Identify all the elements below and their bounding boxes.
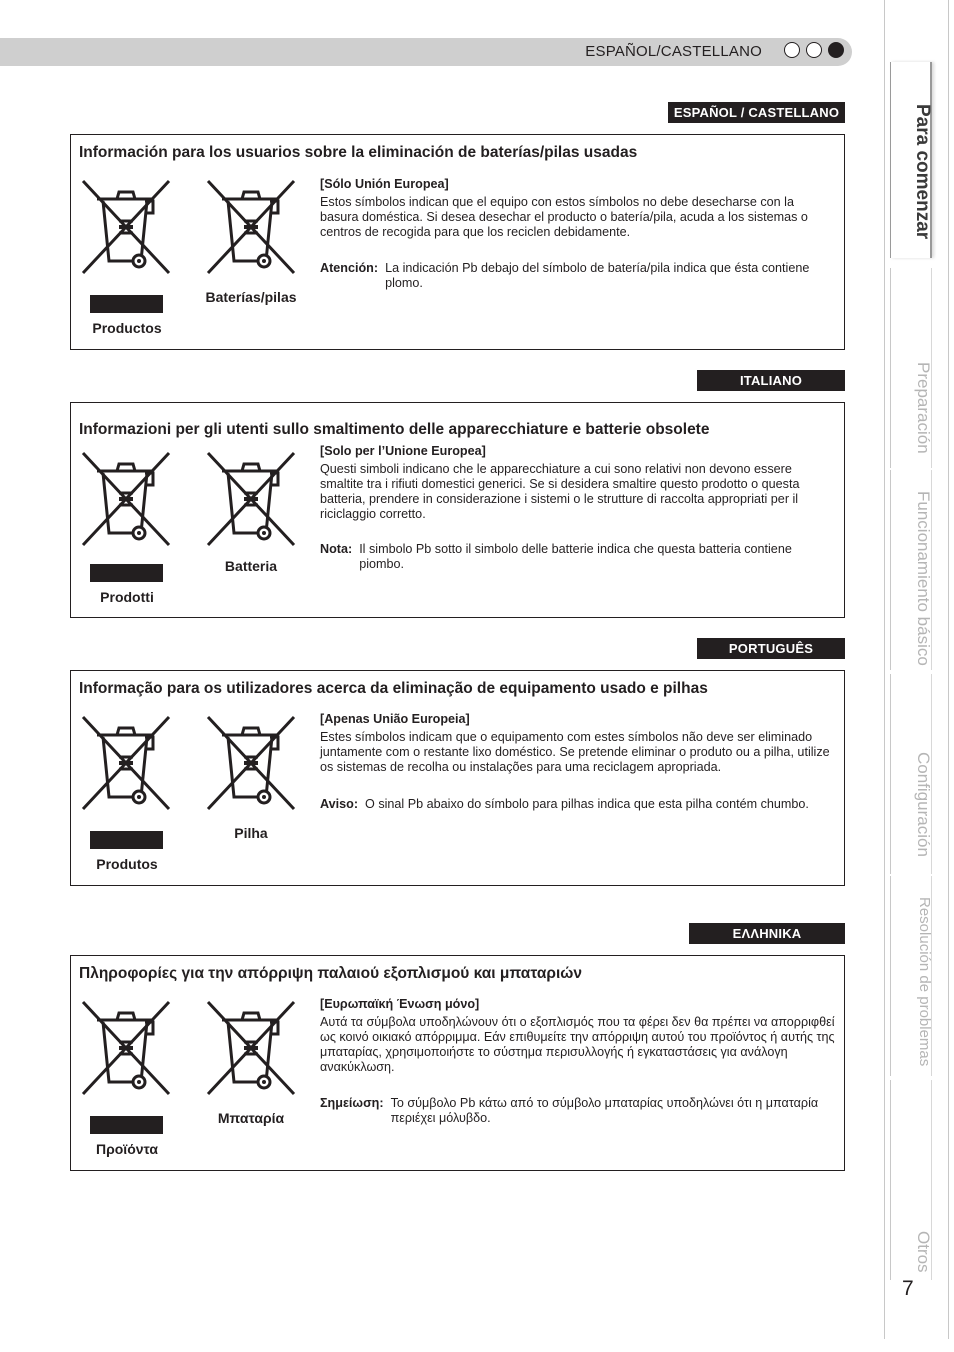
lang-label-it: ITALIANO — [697, 370, 845, 391]
tab-label: Para comenzar — [912, 104, 933, 240]
note-text: La indicación Pb debajo del símbolo de batería/pila indica que ésta contiene plomo. — [385, 261, 810, 290]
note-label: Nota: — [320, 542, 353, 556]
tab-resolucion-de-problemas[interactable] — [890, 876, 932, 1076]
header-bar — [0, 38, 852, 66]
note — [320, 261, 835, 291]
note-text: Il simbolo Pb sotto il simbolo delle batterie indica che questa batteria contiene piombo. — [359, 542, 792, 571]
caption-battery: Μπαταρία — [217, 1110, 285, 1126]
product-bar — [90, 295, 163, 313]
side-rule-right — [948, 0, 949, 1339]
crossed-bin-icon — [79, 177, 173, 277]
caption-products: Produtos — [96, 856, 158, 872]
section-text — [320, 444, 835, 572]
section-body: Αυτά τα σύμβολα υποδηλώνουν ότι ο εξοπλισμός που τα φέρει δεν θα πρέπει να απορριφθεί ως κοινό οικιακό απόρριμμα. Εάν επιθυμείτε την απόρριψη αυτού του προϊόντος ή αυτής της μπαταρίας, χρησιμοποιήστε το σύστημα περισυλλογής ή εγκαταστάσεις για ανάλογη ανακύκλωση. — [320, 1015, 835, 1074]
product-bar — [90, 831, 163, 849]
eu-label: [Apenas União Europeia] — [320, 712, 470, 726]
tab-label: Preparación — [914, 362, 933, 454]
crossed-bin-battery-icon — [204, 449, 298, 549]
note-label: Σημείωση: — [320, 1096, 384, 1110]
caption-battery: Pilha — [234, 825, 268, 841]
section-el — [70, 955, 845, 1171]
caption-products: Productos — [92, 320, 162, 336]
tab-label: Configuración — [914, 751, 933, 857]
tab-para-comenzar[interactable] — [890, 62, 932, 258]
side-rule-left — [884, 0, 885, 1339]
section-indicator — [784, 42, 844, 58]
section-it — [70, 402, 845, 618]
note-label: Atención: — [320, 261, 379, 275]
lang-label-el: ΕΛΛΗΝΙΚΑ — [689, 923, 845, 944]
lang-label-es: ESPAÑOL / CASTELLANO — [668, 102, 845, 123]
page-number: 7 — [902, 1277, 914, 1300]
section-body: Estes símbolos indicam que o equipamento com estes símbolos não deve ser eliminado juntamente com o restante lixo doméstico. Se pretende eliminar o produto ou a pilha, utilize os sistemas de recolha ou instalações para uma reciclagem apropriada. — [320, 730, 830, 774]
section-title: Información para los usuarios sobre la eliminación de baterías/pilas usadas — [79, 144, 638, 161]
tab-label: Funcionamiento básico — [914, 490, 933, 666]
section-pt — [70, 670, 845, 886]
section-title: Informazioni per gli utenti sullo smaltimento delle apparecchiature e batterie obsolete — [79, 421, 710, 438]
tab-configuracion[interactable] — [890, 674, 932, 874]
indicator-circle-1 — [784, 42, 800, 58]
section-text — [320, 177, 835, 291]
tab-label: Resolución de problemas — [916, 897, 933, 1067]
crossed-bin-icon — [79, 713, 173, 813]
lang-label-pt: PORTUGUÊS — [697, 638, 845, 659]
tab-funcionamiento-basico[interactable] — [890, 470, 932, 670]
section-title: Πληροφορίες για την απόρριψη παλαιού εξοπλισμού και μπαταριών — [79, 965, 582, 982]
section-text — [320, 997, 835, 1126]
section-text — [320, 712, 835, 812]
crossed-bin-battery-icon — [204, 713, 298, 813]
header-language: ESPAÑOL/CASTELLANO — [585, 43, 762, 60]
eu-label: [Ευρωπαϊκή Ένωση μόνο] — [320, 997, 480, 1011]
section-es — [70, 134, 845, 350]
indicator-circle-2 — [806, 42, 822, 58]
caption-products: Προϊόντα — [95, 1141, 158, 1157]
note — [320, 1096, 835, 1126]
crossed-bin-icon — [79, 998, 173, 1098]
crossed-bin-battery-icon — [204, 177, 298, 277]
eu-label: [Solo per l’Unione Europea] — [320, 444, 486, 458]
caption-battery: Batteria — [224, 558, 278, 574]
note-label: Aviso: — [320, 797, 359, 811]
section-title: Informação para os utilizadores acerca da eliminação de equipamento usado e pilhas — [79, 680, 708, 697]
indicator-circle-3-active — [828, 42, 844, 58]
section-body: Questi simboli indicano che le apparecchiature a cui sono relativi non devono essere smaltite tra i rifiuti domestici generici. Se si desidera smaltire questo prodotto o questa batteria, prendere in considerazione i sistemi o le strutture di raccolta appropriati per il riciclaggio corretto. — [320, 462, 800, 521]
tab-preparacion[interactable] — [890, 268, 932, 468]
crossed-bin-icon — [79, 449, 173, 549]
note-text: Το σύμβολο Pb κάτω από το σύμβολο μπαταρίας υποδηλώνει ότι η μπαταρία περιέχει μόλυβδο. — [390, 1096, 819, 1125]
note — [320, 797, 835, 812]
tab-label: Otros — [914, 1231, 933, 1273]
crossed-bin-battery-icon — [204, 998, 298, 1098]
product-bar — [90, 564, 163, 582]
tab-otros[interactable] — [890, 1080, 932, 1280]
caption-battery: Baterías/pilas — [205, 289, 297, 305]
product-bar — [90, 1116, 163, 1134]
caption-products: Prodotti — [100, 589, 154, 605]
note-text: O sinal Pb abaixo do símbolo para pilhas indica que esta pilha contém chumbo. — [365, 797, 809, 811]
note — [320, 542, 835, 572]
section-body: Estos símbolos indican que el equipo con estos símbolos no debe desecharse con la basura doméstica. Si desea desechar el producto o batería/pila, acuda a los sistemas o centros de recogida para que los reciclen debidamente. — [320, 195, 808, 239]
eu-label: [Sólo Unión Europea] — [320, 177, 449, 191]
